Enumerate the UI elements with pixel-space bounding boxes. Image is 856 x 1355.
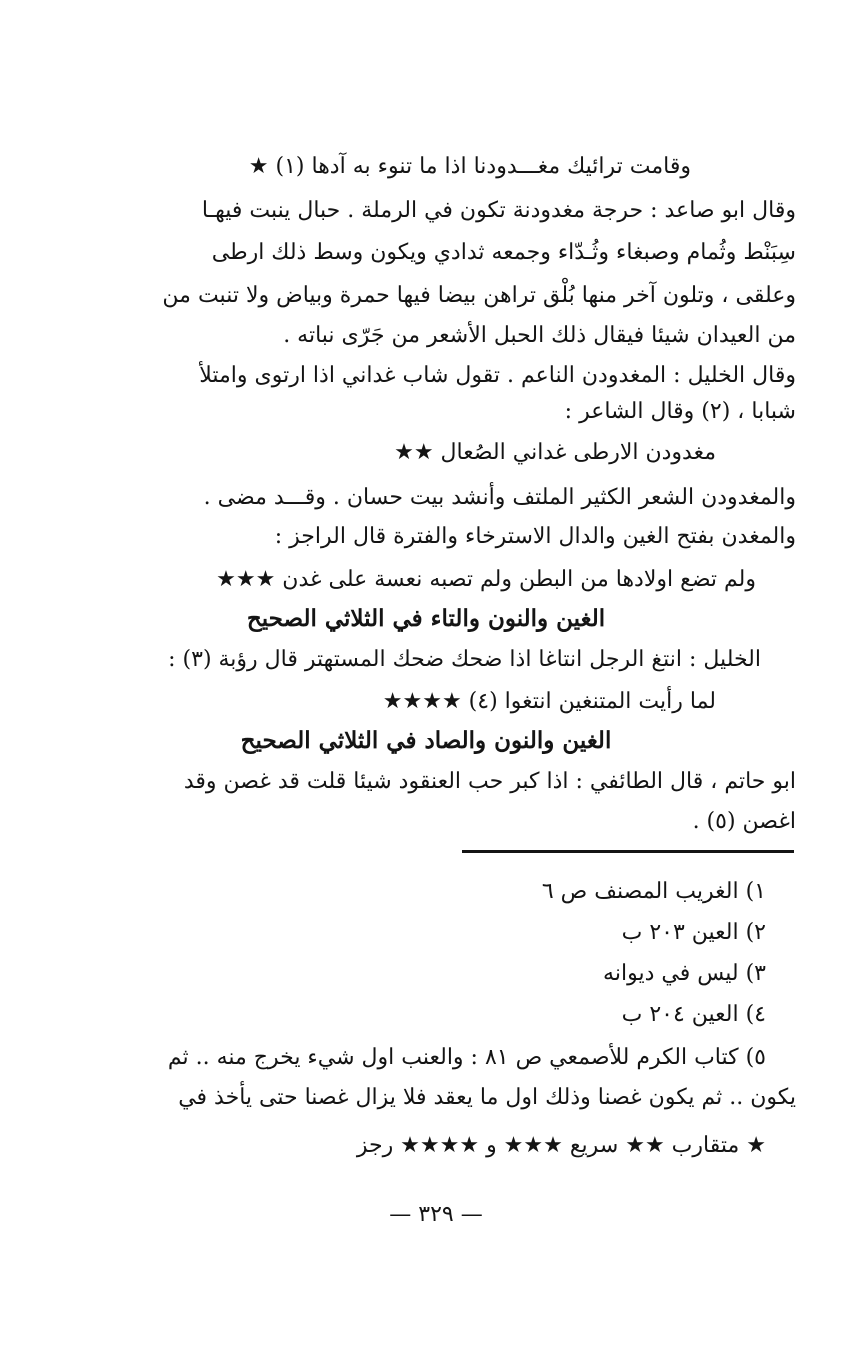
- body-line: والمغدن بفتح الغين والدال الاسترخاء والفترة قال الراجز :: [274, 524, 796, 549]
- footnote: ٣) ليس في ديوانه: [603, 961, 766, 986]
- body-line: شبابا ، (٢) وقال الشاعر :: [564, 399, 796, 424]
- body-line: وقال ابو صاعد : حرجة مغدودنة تكون في الرملة . حبال ينبت فيهـا: [201, 198, 796, 223]
- section-heading: الغين والنون والصاد في الثلاثي الصحيح: [240, 727, 612, 754]
- section-heading: الغين والنون والتاء في الثلاثي الصحيح: [246, 605, 606, 632]
- meter-legend: ★ متقارب ★★ سريع ★★★ و ★★★★ رجز: [356, 1133, 766, 1158]
- body-line: والمغدودن الشعر الكثير الملتف وأنشد بيت حسان . وقـــد مضى .: [203, 485, 796, 510]
- body-line: وقال الخليل : المغدودن الناعم . تقول شاب غداني اذا ارتوى وامتلأ: [199, 363, 796, 388]
- verse-line: ولم تضع اولادها من البطن ولم تصبه نعسة على غدن ★★★: [216, 567, 756, 592]
- verse-line: وقامت ترائيك مغـــدودنا اذا ما تنوء به آدها (١) ★: [248, 154, 691, 179]
- footnote: ١) الغريب المصنف ص ٦: [541, 879, 766, 904]
- body-line: ابو حاتم ، قال الطائفي : اذا كبر حب العنقود شيئا قلت قد غصن وقد: [183, 769, 796, 794]
- footnote: ٥) كتاب الكرم للأصمعي ص ٨١ : والعنب اول شيء يخرج منه .. ثم: [167, 1045, 766, 1070]
- body-line: الخليل : انتغ الرجل انتاغا اذا ضحك ضحك المستهتر قال رؤبة (٣) :: [168, 647, 761, 672]
- body-line: اغصن (٥) .: [692, 809, 796, 834]
- footnote-divider: [462, 850, 794, 853]
- page-number: — ٣٢٩ —: [389, 1202, 483, 1227]
- verse-line: مغدودن الارطى غداني الصُعال ★★: [394, 440, 716, 465]
- footnote: يكون .. ثم يكون غصنا وذلك اول ما يعقد فلا يزال غصنا حتى يأخذ في: [178, 1085, 796, 1110]
- footnote: ٤) العين ٢٠٤ ب: [621, 1002, 766, 1027]
- body-line: وعلقى ، وتلون آخر منها بُلْق تراهن بيضا فيها حمرة وبياض ولا تنبت من: [162, 283, 796, 308]
- body-line: من العيدان شيئا فيقال ذلك الحبل الأشعر من جَرّى نباته .: [283, 323, 796, 348]
- verse-line: لما رأيت المتنغين انتغوا (٤) ★★★★: [382, 689, 716, 714]
- body-line: سِبَنْط وثُمام وصبغاء وثُـدّاء وجمعه ثدادي ويكون وسط ذلك ارطى: [211, 240, 796, 265]
- footnote: ٢) العين ٢٠٣ ب: [621, 920, 766, 945]
